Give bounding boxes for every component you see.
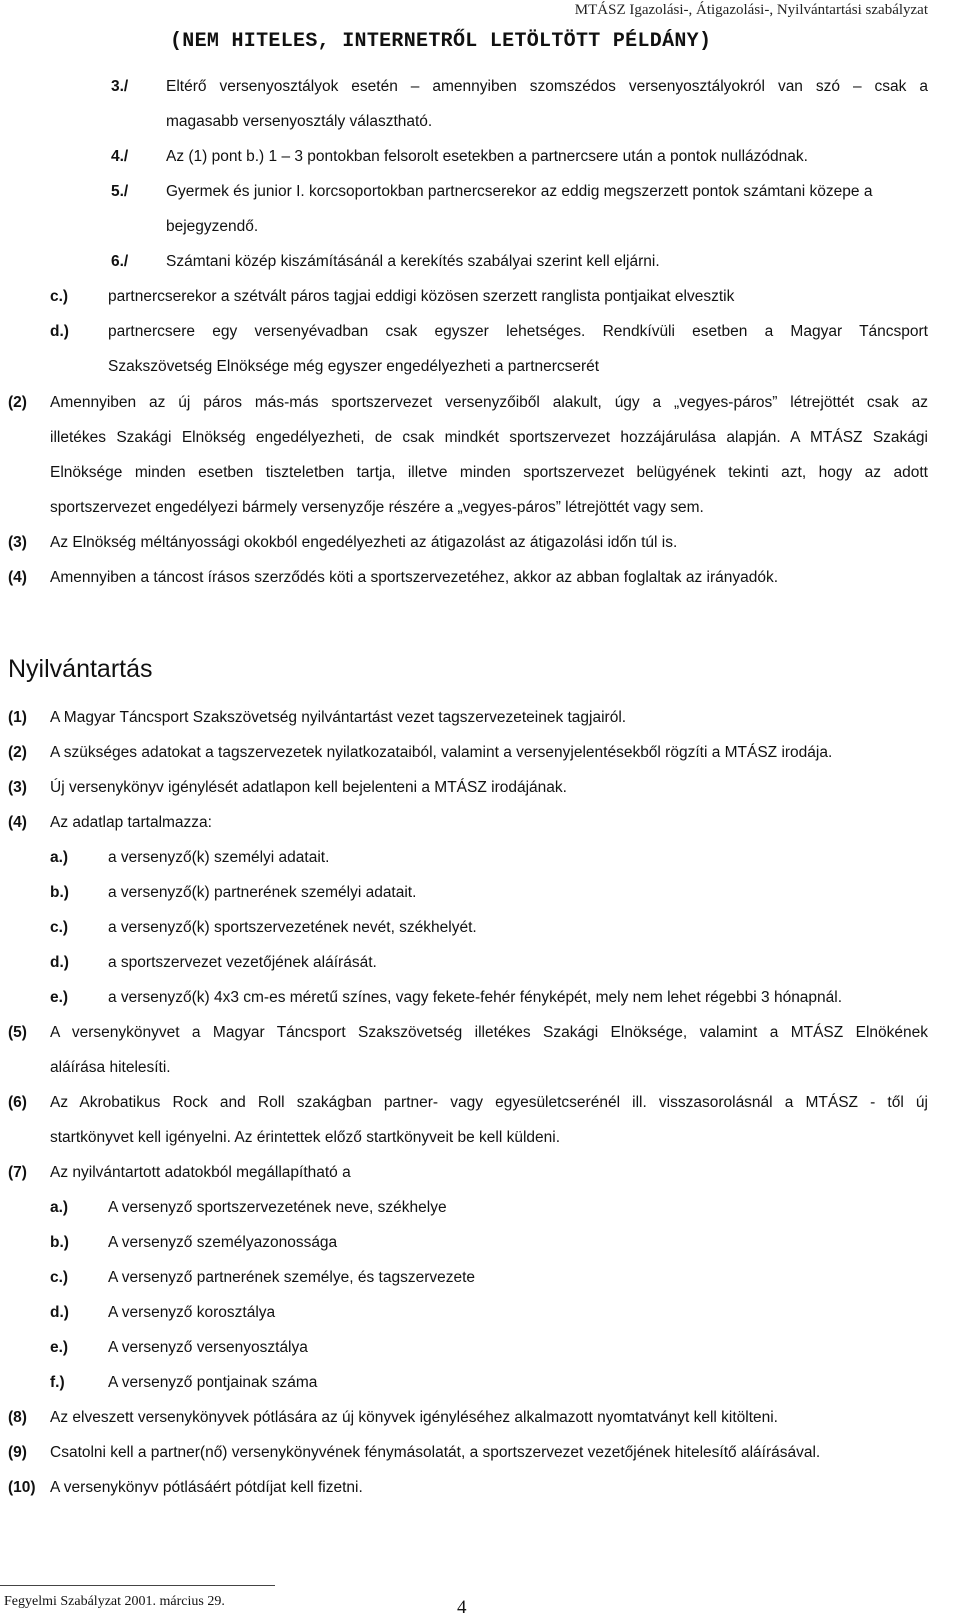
nyilv-label-1: (1) [8, 709, 27, 726]
nyilv-4-item-d: a sportszervezet vezetőjének aláírását. [108, 954, 377, 971]
nyilv-7-label-a: a.) [50, 1199, 69, 1216]
nyilv-label-2: (2) [8, 744, 27, 761]
nyilv-5-line-1: A versenykönyvet a Magyar Táncsport Szakszövetség illetékes Szakági Elnöksége, valamint a MTÁSZ Elnökének [50, 1024, 928, 1041]
nyilv-label-7: (7) [8, 1164, 27, 1181]
paragraph-label-2: (2) [8, 394, 27, 411]
nyilv-7-label-f: f.) [50, 1374, 65, 1391]
paragraph-label-3: (3) [8, 534, 27, 551]
nyilv-3-text: Új versenykönyv igénylését adatlapon kell bejelenteni a MTÁSZ irodájának. [50, 779, 567, 796]
nyilv-4-item-b: a versenyző(k) partnerének személyi adatait. [108, 884, 417, 901]
nyilv-4-label-c: c.) [50, 919, 69, 936]
nyilv-7-item-d: A versenyző korosztálya [108, 1304, 276, 1321]
item-6-text: Számtani közép kiszámításánál a kerekítés szabályai szerint kell eljárni. [166, 253, 660, 270]
item-3-line-2: magasabb versenyosztály választható. [166, 113, 433, 130]
nyilv-4-label-d: d.) [50, 954, 69, 971]
paragraph-2-line-3: Elnöksége minden esetben tiszteletben tartja, illetve minden sportszervezet belügyének tekinti azt, hogy az adott [50, 464, 928, 481]
paragraph-2-line-4: sportszervezet engedélyezi bármely versenyzője részére a „vegyes-páros” létrejöttét vagy sem. [50, 499, 704, 516]
nyilv-4-label-a: a.) [50, 849, 69, 866]
nyilv-label-8: (8) [8, 1409, 27, 1426]
nyilv-9-text: Csatolni kell a partner(nő) versenykönyvének fénymásolatát, a sportszervezet vezetőjének hitelesítő aláírásával. [50, 1444, 821, 1461]
paragraph-4-text: Amennyiben a táncost írásos szerződés köti a sportszervezetéhez, akkor az abban foglaltak az irányadók. [50, 569, 779, 586]
document-header-title: MTÁSZ Igazolási-, Átigazolási-, Nyilvántartási szabályzat [574, 2, 928, 18]
item-d-line-1: partnercsere egy versenyévadban csak egyszer lehetséges. Rendkívüli esetben a Magyar Táncsport [108, 323, 928, 340]
nyilv-5-line-2: aláírása hitelesíti. [50, 1059, 171, 1076]
nyilv-label-3: (3) [8, 779, 27, 796]
nyilv-7-item-a: A versenyző sportszervezetének neve, székhelye [108, 1199, 447, 1216]
nyilv-10-text: A versenykönyv pótlásáért pótdíjat kell fizetni. [50, 1479, 363, 1496]
nyilv-label-4: (4) [8, 814, 27, 831]
item-4-text: Az (1) pont b.) 1 – 3 pontokban felsorolt esetekben a partnercsere után a pontok nullázódnak. [166, 148, 808, 165]
section-heading: Nyilvántartás [8, 655, 153, 683]
item-d-line-2: Szakszövetség Elnöksége még egyszer engedélyezheti a partnercserét [108, 358, 600, 375]
nyilv-7-label-e: e.) [50, 1339, 69, 1356]
nyilv-7-item-c: A versenyző partnerének személye, és tagszervezete [108, 1269, 476, 1286]
nyilv-4-label-e: e.) [50, 989, 69, 1006]
nyilv-1-text: A Magyar Táncsport Szakszövetség nyilvántartást vezet tagszervezeteinek tagjairól. [50, 709, 627, 726]
nyilv-label-5: (5) [8, 1024, 27, 1041]
nyilv-label-10: (10) [8, 1479, 36, 1496]
paragraph-2-line-1: Amennyiben az új páros más-más sportszervezet versenyzőiből alakult, úgy a „vegyes-páros” létrejöttét csak az [50, 394, 928, 411]
nyilv-7-item-e: A versenyző versenyosztálya [108, 1339, 308, 1356]
nyilv-6-line-2: startkönyvet kell igényelni. Az érintettek előző startkönyveit be kell küldeni. [50, 1129, 561, 1146]
item-label-c: c.) [50, 288, 69, 305]
paragraph-2-line-2: illetékes Szakági Elnökség engedélyezheti, de csak mindkét sportszervezet hozzájárulása alapján. A MTÁSZ Szakági [50, 429, 928, 446]
footer-divider [0, 1585, 275, 1586]
item-label-d: d.) [50, 323, 69, 340]
item-label-6: 6./ [111, 253, 129, 270]
item-label-4: 4./ [111, 148, 129, 165]
paragraph-label-4: (4) [8, 569, 27, 586]
page-number: 4 [457, 1597, 467, 1618]
nyilv-4-item-c: a versenyző(k) sportszervezetének nevét, székhelyét. [108, 919, 477, 936]
item-c-text: partnercserekor a szétvált páros tagjai eddigi közösen szerzett ranglista pontjaikat elvesztik [108, 288, 735, 305]
nyilv-4-item-a: a versenyző(k) személyi adatait. [108, 849, 330, 866]
paragraph-3-text: Az Elnökség méltányossági okokból engedélyezheti az átigazolást az átigazolási időn túl is. [50, 534, 678, 551]
nyilv-4-text: Az adatlap tartalmazza: [50, 814, 212, 831]
nyilv-label-9: (9) [8, 1444, 27, 1461]
nyilv-8-text: Az elveszett versenykönyvek pótlására az új könyvek igényléséhez alkalmazott nyomtatványt kell kitölteni. [50, 1409, 778, 1426]
nyilv-7-text: Az nyilvántartott adatokból megállapítható a [50, 1164, 351, 1181]
nyilv-6-line-1: Az Akrobatikus Rock and Roll szakágban partner- vagy egyesületcserénél ill. visszasorolásnál a MTÁSZ - től új [50, 1094, 928, 1111]
nyilv-label-6: (6) [8, 1094, 27, 1111]
nyilv-7-label-c: c.) [50, 1269, 69, 1286]
footer-document-name: Fegyelmi Szabályzat 2001. március 29. [4, 1594, 225, 1609]
nyilv-7-label-d: d.) [50, 1304, 69, 1321]
item-5-line-2: bejegyzendő. [166, 218, 259, 235]
document-notice: (NEM HITELES, INTERNETRŐL LETÖLTÖTT PÉLDÁNY) [170, 30, 712, 53]
nyilv-2-text: A szükséges adatokat a tagszervezetek nyilatkozataiból, valamint a versenyjelentésekből rögzíti a MTÁSZ irodája. [50, 744, 833, 761]
item-5-line-1: Gyermek és junior I. korcsoportokban partnercserekor az eddig megszerzett pontok számtani közepe a [166, 183, 873, 200]
item-3-line-1: Eltérő versenyosztályok esetén – amennyiben szomszédos versenyosztályokról van szó – csak a [166, 78, 928, 95]
nyilv-4-item-e: a versenyző(k) 4x3 cm-es méretű színes, vagy fekete-fehér fényképét, mely nem lehet régebbi 3 hónapnál. [108, 989, 843, 1006]
item-label-3: 3./ [111, 78, 129, 95]
nyilv-7-item-b: A versenyző személyazonossága [108, 1234, 338, 1251]
item-label-5: 5./ [111, 183, 129, 200]
nyilv-7-label-b: b.) [50, 1234, 69, 1251]
nyilv-7-item-f: A versenyző pontjainak száma [108, 1374, 318, 1391]
nyilv-4-label-b: b.) [50, 884, 69, 901]
